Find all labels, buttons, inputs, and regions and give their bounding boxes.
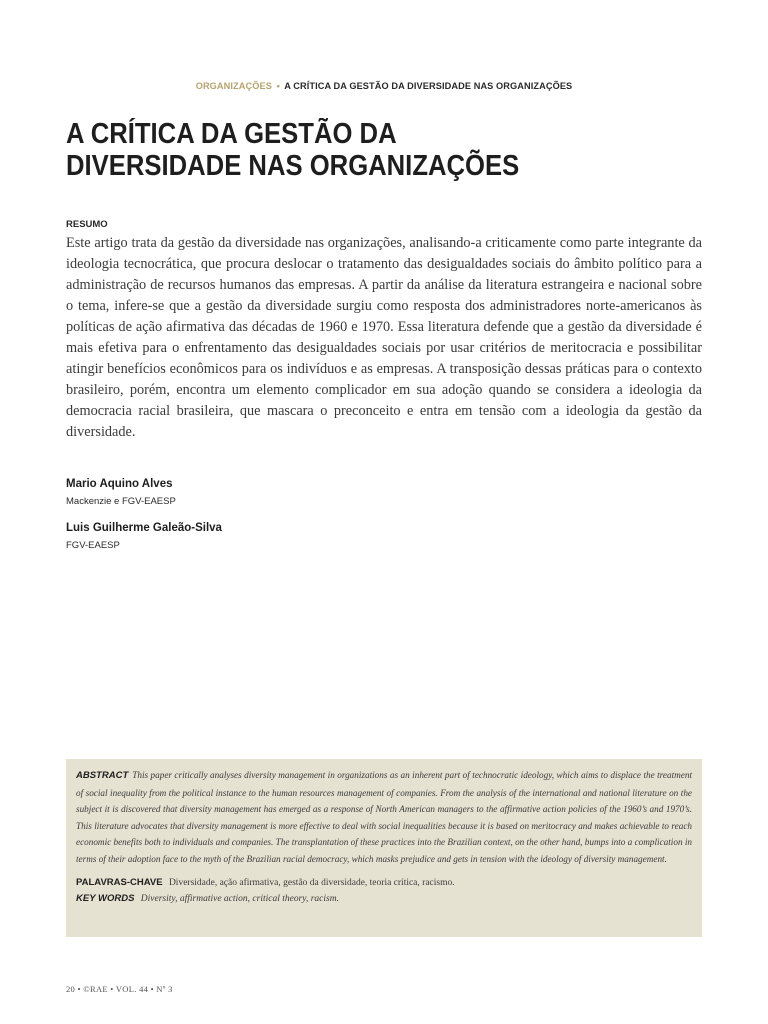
- running-head-separator: •: [276, 81, 280, 91]
- author-affiliation: FGV-EAESP: [66, 540, 120, 551]
- resumo-text: Este artigo trata da gestão da diversidade nas organizações, analisando-a criticamente como parte integrante da ideologia tecnocrática, que procura deslocar o tratamento das desigualdades sociais do âmbito político para a administração de recursos humanos das empresas. A partir da análise da literatura estrangeira e nacional sobre o tema, infere-se que a gestão da diversidade surgiu como resposta dos administradores norte-americanos às políticas de ação afirmativa das décadas de 1960 e 1970. Essa literatura defende que a gestão da diversidade é mais efetiva para o enfrentamento das desigualdades sociais por usar critérios de meritocracia e possibilitar atingir benefícios econômicos para os indivíduos e as empresas. A transposição dessas práticas para o contexto brasileiro, porém, encontra um elemento complicador em sua adoção quando se considera a ideologia da democracia racial brasileira, que mascara o preconceito e entra em tensão com a ideologia da gestão da diversidade.: [66, 235, 702, 440]
- abstract-box: [66, 759, 702, 937]
- keywords-pt-value: Diversidade, ação afirmativa, gestão da diversidade, teoria crítica, racismo.: [168, 878, 455, 888]
- abstract-label: ABSTRACT: [76, 770, 129, 781]
- author-name: Mario Aquino Alves: [66, 478, 173, 490]
- article-title-line-1: A CRÍTICA DA GESTÃO DA: [66, 118, 397, 150]
- keywords-en: [76, 891, 692, 907]
- keywords-pt: [76, 875, 692, 891]
- author-name: Luis Guilherme Galeão-Silva: [66, 522, 222, 534]
- running-head-section: ORGANIZAÇÕES: [195, 81, 272, 91]
- running-head: [0, 81, 768, 91]
- article-title: [66, 118, 642, 182]
- abstract-paragraph: [76, 767, 692, 867]
- author-affiliation: Mackenzie e FGV-EAESP: [66, 496, 176, 507]
- resumo-label: RESUMO: [66, 219, 108, 230]
- article-title-line-2: DIVERSIDADE NAS ORGANIZAÇÕES: [66, 150, 520, 182]
- author-2: [66, 522, 222, 551]
- running-head-title: A CRÍTICA DA GESTÃO DA DIVERSIDADE NAS ORGANIZAÇÕES: [284, 81, 573, 91]
- abstract-text: This paper critically analyses diversity management in organizations as an inherent part of technocratic ideology, which aims to displace the treatment of social inequality from the political instance to the human resources management of companies. From the analysis of the international and national literature on the subject it is discovered that diversity management has emerged as a response of North American managers to the affirmative action policies of the 1960’s and 1970’s. This literature advocates that diversity management is more effective to deal with social inequalities because it is based on meritocracy and makes achievable to reach economic benefits both to individuals and companies. The transplantation of these practices into the Brazilian context, on the other hand, bumps into a complication in terms of their adoption face to the myth of the Brazilian racial democracy, which masks prejudice and gets in tension with the ideology of diversity management.: [76, 770, 692, 864]
- page-footer: 20 • ©RAE • VOL. 44 • Nº 3: [66, 984, 173, 994]
- keywords-en-value: Diversity, affirmative action, critical theory, racism.: [140, 894, 339, 904]
- keywords-en-label: KEY WORDS: [76, 893, 135, 904]
- author-1: [66, 478, 176, 507]
- keywords-pt-label: PALAVRAS-CHAVE: [76, 877, 163, 888]
